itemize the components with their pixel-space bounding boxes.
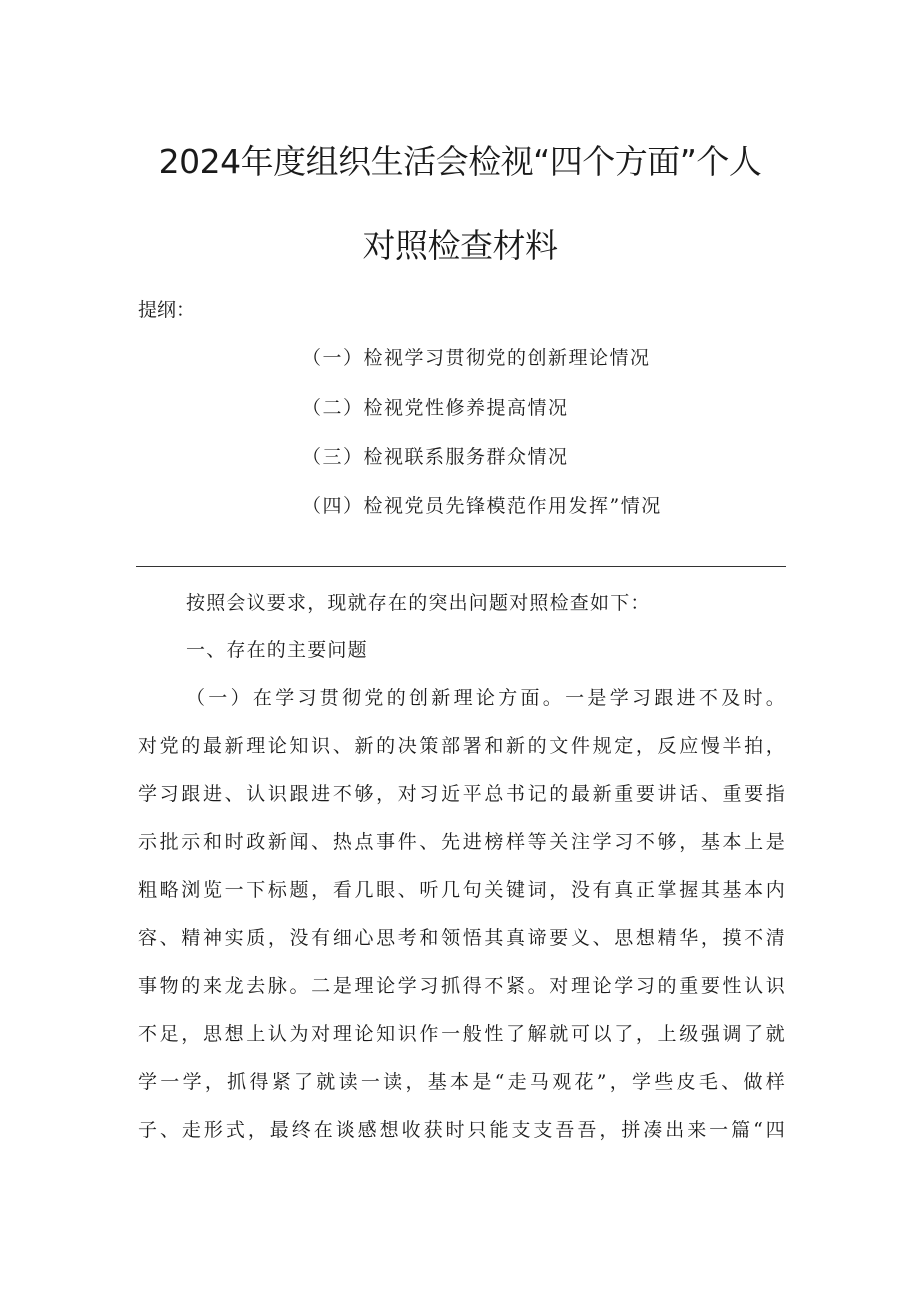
paragraph-line: 学一学，抓得紧了就读一读，基本是“走马观花”，学些皮毛、做样 [138, 1071, 786, 1093]
outline-item: （四）检视党员先锋模范作用发挥”情况 [302, 495, 662, 517]
paragraph-line: 容、精神实质，没有细心思考和领悟其真谛要义、思想精华，摸不清 [138, 927, 786, 949]
outline-item: （二）检视党性修养提高情况 [302, 397, 569, 419]
outline-label: 提纲： [138, 299, 196, 321]
paragraph-line: 子、走形式，最终在谈感想收获时只能支支吾吾，拼凑出来一篇“四 [138, 1119, 786, 1141]
outline-item: （一）检视学习贯彻党的创新理论情况 [302, 347, 651, 369]
document-title-line-2: 对照检查材料 [362, 226, 558, 265]
paragraph-line: 事物的来龙去脉。二是理论学习抓得不紧。对理论学习的重要性认识 [138, 975, 786, 997]
paragraph-line: 对党的最新理论知识、新的决策部署和新的文件规定，反应慢半拍， [138, 735, 786, 757]
paragraph-line: 学习跟进、认识跟进不够，对习近平总书记的最新重要讲话、重要指 [138, 783, 786, 805]
paragraph-line: （一）在学习贯彻党的创新理论方面。一是学习跟进不及时。 [186, 687, 786, 709]
paragraph-line: 不足，思想上认为对理论知识作一般性了解就可以了，上级强调了就 [138, 1023, 786, 1045]
paragraph-line: 示批示和时政新闻、热点事件、先进榜样等关注学习不够，基本上是 [138, 831, 786, 853]
paragraph-line: 粗略浏览一下标题，看几眼、听几句关键词，没有真正掌握其基本内 [138, 879, 786, 901]
document-title-line-1: 2024年度组织生活会检视“四个方面”个人 [158, 142, 762, 181]
outline-item: （三）检视联系服务群众情况 [302, 446, 569, 468]
section-heading: 一、存在的主要问题 [186, 639, 368, 661]
section-divider [136, 566, 786, 567]
intro-text: 按照会议要求，现就存在的突出问题对照检查如下： [186, 592, 651, 614]
